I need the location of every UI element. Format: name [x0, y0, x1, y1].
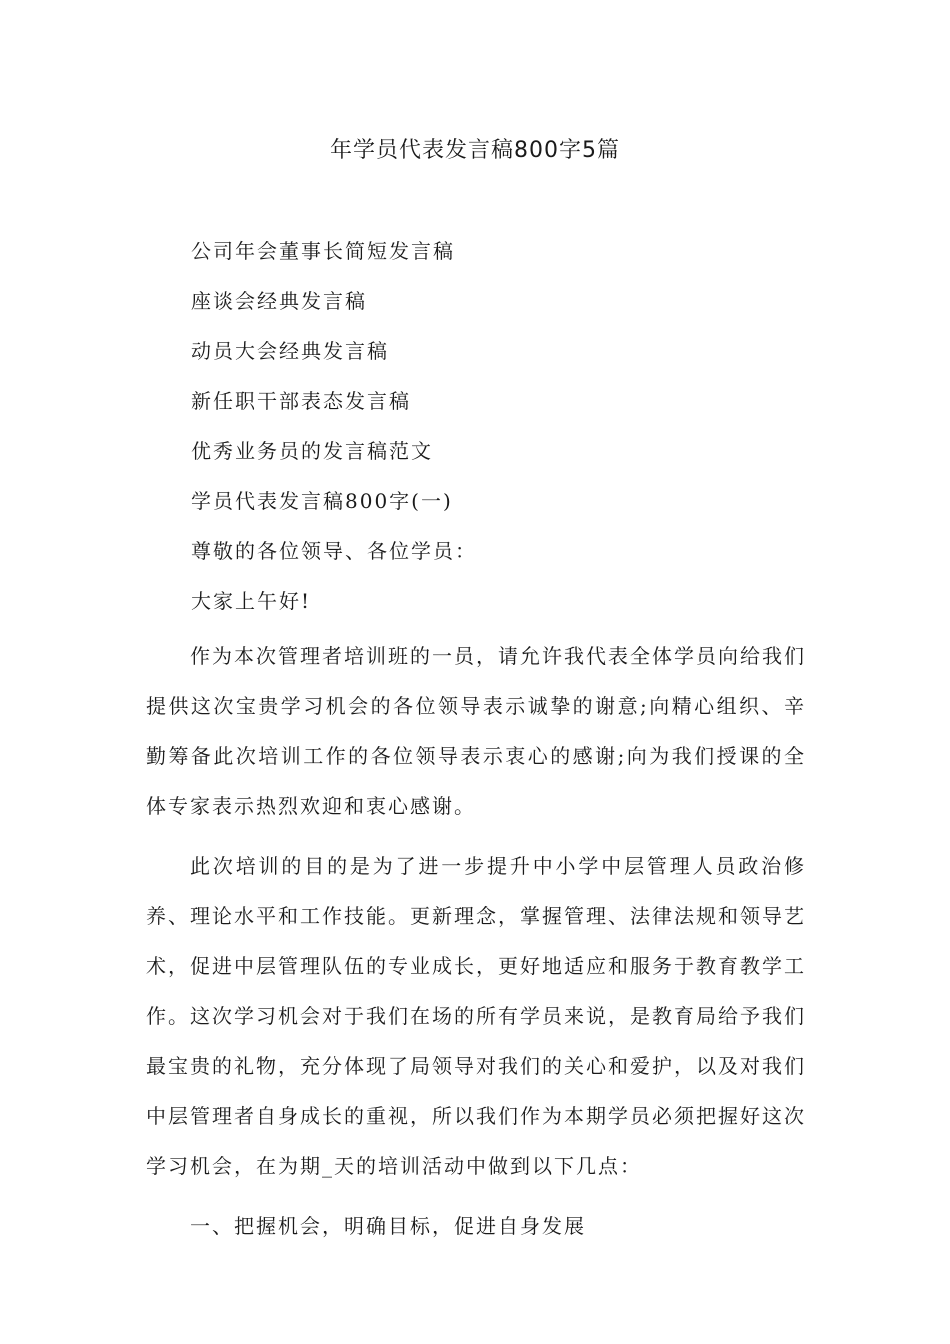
document-body: [146, 631, 806, 1261]
related-link-item: 优秀业务员的发言稿范文: [191, 439, 433, 463]
section-heading: 学员代表发言稿800字(一): [191, 489, 453, 513]
related-links-list: [191, 232, 811, 632]
related-link-item: 动员大会经典发言稿: [191, 339, 389, 363]
salutation: 尊敬的各位领导、各位学员：: [191, 539, 477, 563]
body-paragraph: 此次培训的目的是为了进一步提升中小学中层管理人员政治修养、理论水平和工作技能。更新理念，掌握管理、法律法规和领导艺术，促进中层管理队伍的专业成长，更好地适应和服务于教育教学工作。这次学习机会对于我们在场的所有学员来说，是教育局给予我们最宝贵的礼物，充分体现了局领导对我们的关心和爱护，以及对我们中层管理者自身成长的重视，所以我们作为本期学员必须把握好这次学习机会，在为期_天的培训活动中做到以下几点：: [146, 854, 806, 1178]
related-link-item: 座谈会经典发言稿: [191, 289, 367, 313]
related-link-item: 公司年会董事长简短发言稿: [191, 239, 455, 263]
subsection-heading: 一、把握机会，明确目标，促进自身发展: [190, 1214, 586, 1238]
body-paragraph: 作为本次管理者培训班的一员，请允许我代表全体学员向给我们提供这次宝贵学习机会的各位领导表示诚挚的谢意;向精心组织、辛勤筹备此次培训工作的各位领导表示衷心的感谢;向为我们授课的全体专家表示热烈欢迎和衷心感谢。: [146, 644, 806, 818]
related-link-item: 新任职干部表态发言稿: [191, 389, 411, 413]
document-title: 年学员代表发言稿800字5篇: [330, 138, 620, 163]
greeting: 大家上午好!: [191, 589, 312, 613]
